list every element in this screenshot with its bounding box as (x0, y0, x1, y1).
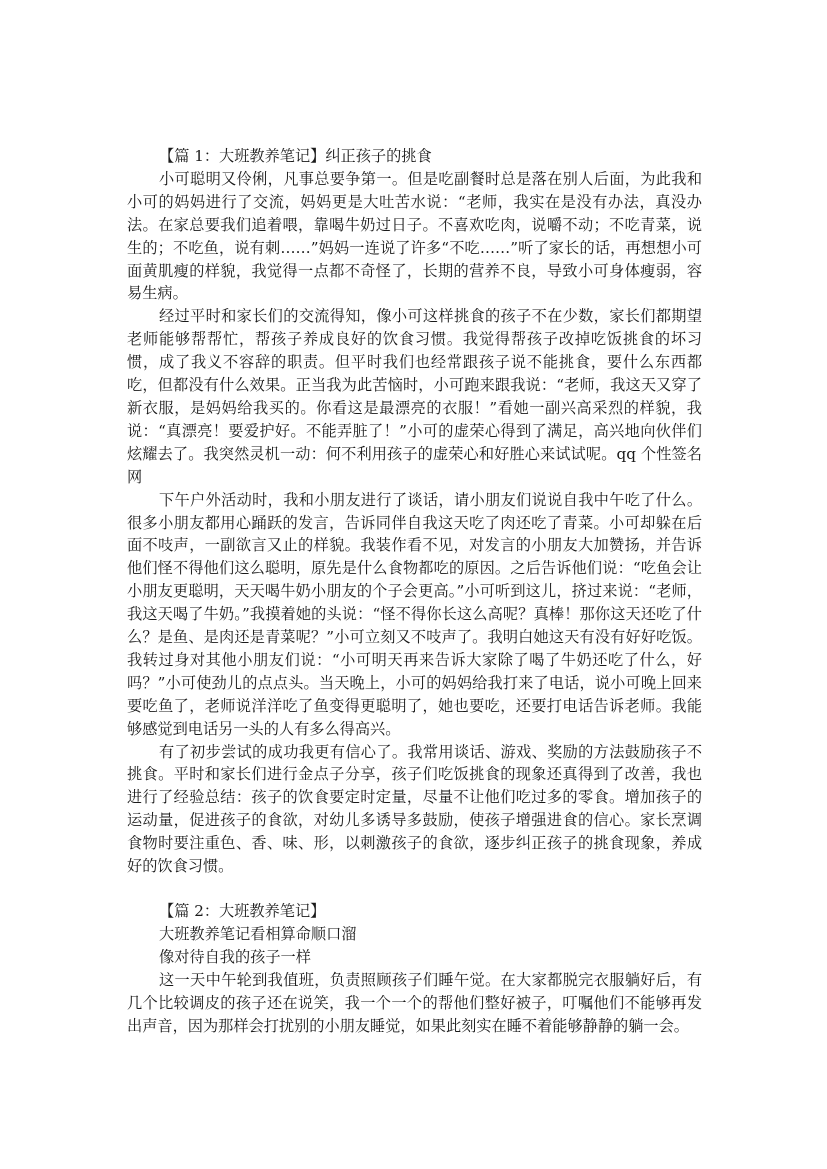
article-2-paragraph-1: 这一天中午轮到我值班，负责照顾孩子们睡午觉。在大家都脱完衣服躺好后，有几个比较调皮的孩子还在说笑，我一个一个的帮他们整好被子，叮嘱他们不能够再发出声音，因为那样会打扰别的小朋友睡觉，如果此刻实在睡不着能够静静的躺一会。 (127, 970, 702, 1035)
article-1-paragraph-3: 下午户外活动时，我和小朋友进行了谈话，请小朋友们说说自我中午吃了什么。很多小朋友都用心踊跃的发言，告诉同伴自我这天吃了肉还吃了青菜。小可却躲在后面不吱声，一副欲言又止的样貌。我装作看不见，对发言的小朋友大加赞扬，并告诉他们怪不得他们这么聪明，原先是什么食物都吃的原因。之后告诉他们说：“吃鱼会让小朋友更聪明，天天喝牛奶小朋友的个子会更高。”小可听到这儿，挤过来说：“老师，我这天喝了牛奶。”我摸着她的头说：“怪不得你长这么高呢？真棒！那你这天还吃了什么？是鱼、是肉还是青菜呢？”小可立刻又不吱声了。我明白她这天有没有好好吃饭。我转过身对其他小朋友们说：“小可明天再来告诉大家除了喝了牛奶还吃了什么，好吗？”小可使劲儿的点点头。当天晚上，小可的妈妈给我打来了电话，说小可晚上回来要吃鱼了，老师说洋洋吃了鱼变得更聪明了，她也要吃，还要打电话告诉老师。我能够感觉到电话另一头的人有多么得高兴。 (127, 490, 702, 738)
article-1-paragraph-2: 经过平时和家长们的交流得知，像小可这样挑食的孩子不在少数，家长们都期望老师能够帮帮忙，帮孩子养成良好的饮食习惯。我觉得帮孩子改掉吃饭挑食的坏习惯，成了我义不容辞的职责。但平时我们也经常跟孩子说不能挑食，要什么东西都吃，但都没有什么效果。正当我为此苦恼时，小可跑来跟我说：“老师，我这天又穿了新衣服，是妈妈给我买的。你看这是最漂亮的衣服！”看她一副兴高采烈的样貌，我说：“真漂亮！要爱护好。不能弄脏了！”小可的虚荣心得到了满足，高兴地向伙伴们炫耀去了。我突然灵机一动：何不利用孩子的虚荣心和好胜心来试试呢。qq 个性签名网 (127, 307, 702, 486)
section-spacer (127, 878, 702, 900)
article-1-paragraph-1: 小可聪明又伶俐，凡事总要争第一。但是吃副餐时总是落在别人后面，为此我和小可的妈妈进行了交流，妈妈更是大吐苦水说：“老师，我实在是没有办法，真没办法。在家总要我们追着喂，靠喝牛奶过日子。不喜欢吃肉，说嚼不动；不吃青菜，说生的；不吃鱼，说有刺……”妈妈一连说了许多“不吃……”听了家长的话，再想想小可面黄肌瘦的样貌，我觉得一点都不奇怪了，长期的营养不良，导致小可身体瘦弱，容易生病。 (127, 169, 702, 303)
article-1-paragraph-4: 有了初步尝试的成功我更有信心了。我常用谈话、游戏、奖励的方法鼓励孩子不挑食。平时和家长们进行金点子分享，孩子们吃饭挑食的现象还真得到了改善，我也进行了经验总结：孩子的饮食要定时定量，尽量不让他们吃过多的零食。增加孩子的运动量，促进孩子的食欲，对幼儿多诱导多鼓励，使孩子增强进食的信心。家长烹调食物时要注重色、香、味、形，以刺激孩子的食欲，逐步纠正孩子的挑食现象，养成好的饮食习惯。 (127, 742, 702, 876)
article-1-heading: 【篇 1：大班教养笔记】纠正孩子的挑食 (159, 147, 432, 165)
document-body (127, 145, 702, 1037)
article-2-subtitle-2: 像对待自我的孩子一样 (159, 947, 311, 966)
article-2-heading: 【篇 2：大班教养笔记】 (159, 902, 326, 920)
article-2-subtitle-1: 大班教养笔记看相算命顺口溜 (159, 924, 357, 943)
